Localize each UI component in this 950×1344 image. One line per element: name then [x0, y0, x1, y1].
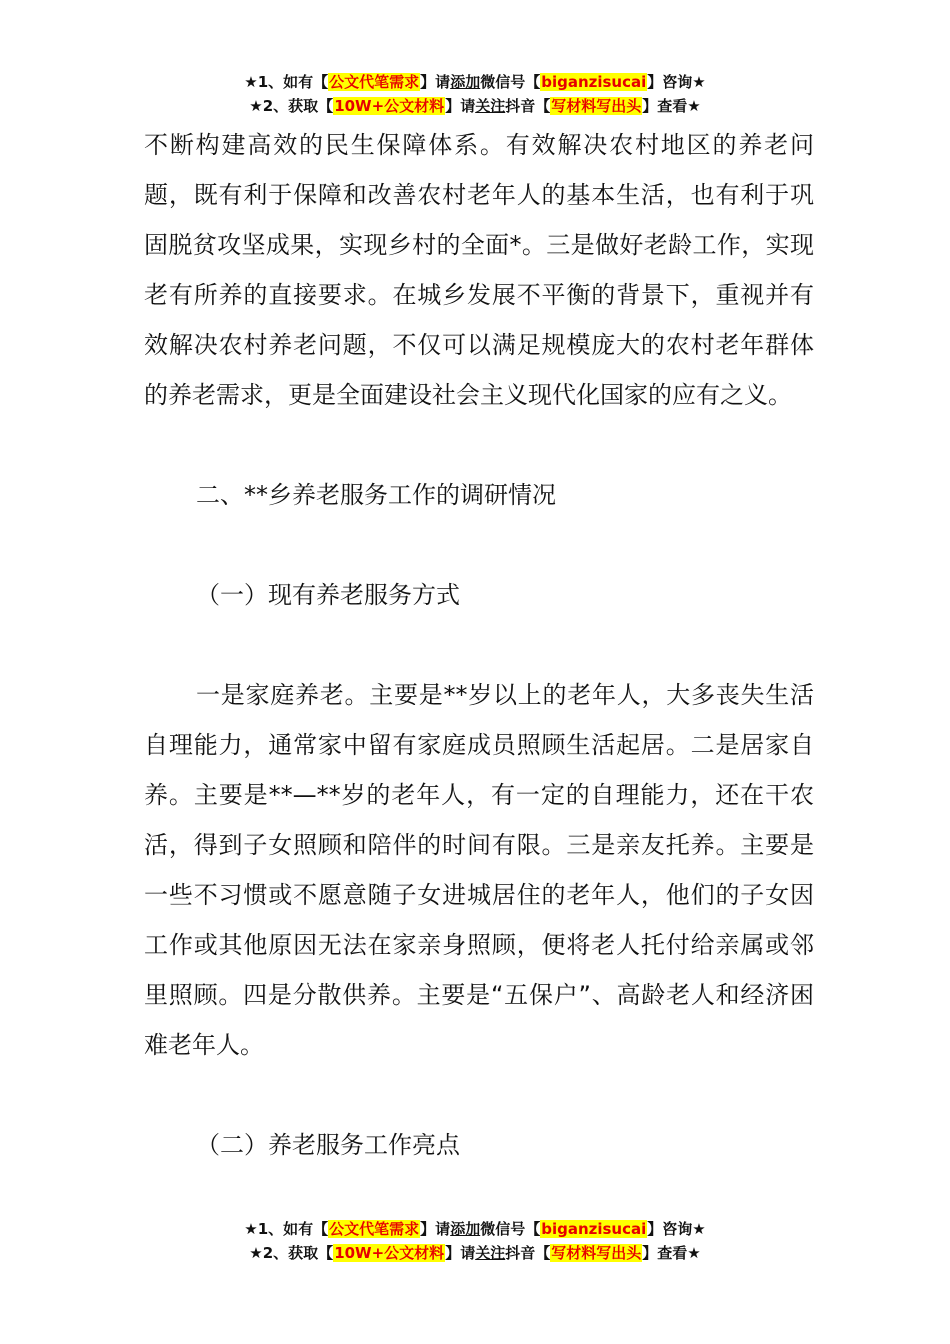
document-body	[144, 120, 814, 1170]
promo-line-1: ★1、如有【公文代笔需求】请添加微信号【biganzisucai】咨询★	[244, 73, 706, 91]
wechat-id-highlight: biganzisucai	[541, 73, 647, 91]
underlined-text: 添加	[450, 73, 481, 91]
wechat-id-highlight: biganzisucai	[541, 1220, 647, 1238]
highlight-text: 10W+公文材料	[334, 1244, 445, 1262]
paragraph-gap	[144, 420, 814, 470]
douyin-account-highlight: 写材料写出头	[551, 1244, 642, 1262]
underlined-text: 添加	[450, 1220, 481, 1238]
promo-line-2: ★2、获取【10W+公文材料】请关注抖音【写材料写出头】查看★	[249, 1244, 701, 1262]
paragraph-gap	[144, 620, 814, 670]
paragraph-gap	[144, 520, 814, 570]
subsection-heading: （一）现有养老服务方式	[196, 581, 460, 609]
promo-line-2: ★2、获取【10W+公文材料】请关注抖音【写材料写出头】查看★	[249, 97, 701, 115]
section-heading: 二、**乡养老服务工作的调研情况	[196, 481, 556, 509]
body-paragraph: 一是家庭养老。主要是**岁以上的老年人，大多丧失生活自理能力，通常家中留有家庭成员照顾生活起居。二是居家自养。主要是**—**岁的老年人，有一定的自理能力，还在干农活，得到子女照顾和陪伴的时间有限。三是亲友托养。主要是一些不习惯或不愿意随子女进城居住的老年人，他们的子女因工作或其他原因无法在家亲身照顾，便将老人托付给亲属或邻里照顾。四是分散供养。主要是“五保户”、高龄老人和经济困难老年人。	[144, 681, 814, 1059]
highlight-text: 公文代笔需求	[329, 73, 420, 91]
douyin-account-highlight: 写材料写出头	[551, 97, 642, 115]
subsection-heading: （二）养老服务工作亮点	[196, 1131, 460, 1159]
highlight-text: 10W+公文材料	[334, 97, 445, 115]
paragraph-gap	[144, 1070, 814, 1120]
footer-promo-banner	[0, 1217, 950, 1265]
promo-line-1: ★1、如有【公文代笔需求】请添加微信号【biganzisucai】咨询★	[244, 1220, 706, 1238]
header-promo-banner	[0, 70, 950, 118]
underlined-text: 关注	[475, 1244, 506, 1262]
body-paragraph: 不断构建高效的民生保障体系。有效解决农村地区的养老问题，既有利于保障和改善农村老年人的基本生活，也有利于巩固脱贫攻坚成果，实现乡村的全面*。三是做好老龄工作，实现老有所养的直接要求。在城乡发展不平衡的背景下，重视并有效解决农村养老问题，不仅可以满足规模庞大的农村老年群体的养老需求，更是全面建设社会主义现代化国家的应有之义。	[144, 131, 814, 409]
underlined-text: 关注	[475, 97, 506, 115]
highlight-text: 公文代笔需求	[329, 1220, 420, 1238]
